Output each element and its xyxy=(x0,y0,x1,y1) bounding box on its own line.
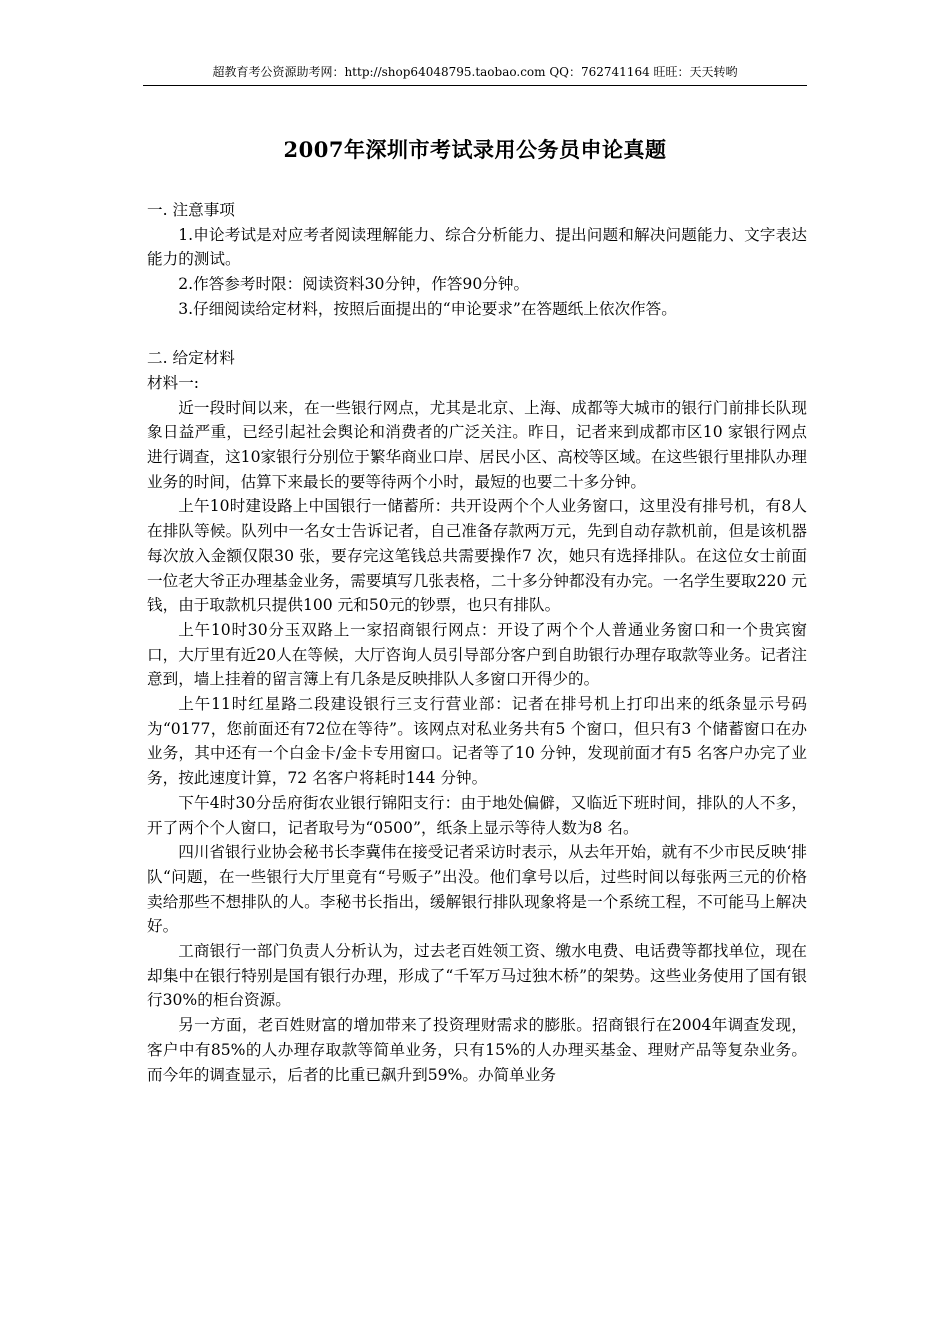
material-paragraph: 工商银行一部门负责人分析认为，过去老百姓领工资、缴水电费、电话费等都找单位，现在却集中在银行特别是国有银行办理，形成了“千军万马过独木桥”的架势。这些业务使用了国有银行30%的柜台资源。 xyxy=(147,942,807,1010)
material-paragraph: 下午4时30分岳府街农业银行锦阳支行：由于地处偏僻，又临近下班时间，排队的人不多，开了两个个人窗口，记者取号为“0500”，纸条上显示等待人数为8 名。 xyxy=(147,793,807,837)
page-title: 2007年深圳市考试录用公务员申论真题 xyxy=(283,137,667,162)
material-label: 材料一: xyxy=(147,373,200,392)
header-divider xyxy=(143,85,807,86)
material-paragraph: 四川省银行业协会秘书长李冀伟在接受记者采访时表示，从去年开始，就有不少市民反映‘排队“问题，在一些银行大厅里竟有“号贩子”出没。他们拿号以后，过些时间以每张两三元的价格卖给那些不想排队的人。李秘书长指出，缓解银行排队现象将是一个系统工程，不可能马上解决好。 xyxy=(147,843,807,936)
material-paragraph: 近一段时间以来，在一些银行网点，尤其是北京、上海、成都等大城市的银行门前排长队现象日益严重，已经引起社会舆论和消费者的广泛关注。昨日，记者来到成都市区10 家银行网点进行调查，这10家银行分别位于繁华商业口岸、居民小区、高校等区域。在这些银行里排队办理业务的时间，估算下来最长的要等待两个小时，最短的也要二十多分钟。 xyxy=(147,398,807,491)
material-paragraph: 上午10时建设路上中国银行一储蓄所：共开设两个个人业务窗口，这里没有排号机，有8人在排队等候。队列中一名女士告诉记者，自己准备存款两万元，先到自动存款机前，但是该机器每次放入金额仅限30 张，要存完这笔钱总共需要操作7 次，她只有选择排队。在这位女士前面一位老大爷正办理基金业务，需要填写几张表格，二十多分钟都没有办完。一名学生要取220 元钱，由于取款机只提供100 元和50元的钞票，也只有排队。 xyxy=(147,497,807,615)
notes-item: 3.仔细阅读给定材料，按照后面提出的“申论要求”在答题纸上依次作答。 xyxy=(178,299,677,318)
material-paragraph: 另一方面，老百姓财富的增加带来了投资理财需求的膨胀。招商银行在2004年调查发现，客户中有85%的人办理存取款等简单业务，只有15%的人办理买基金、理财产品等复杂业务。而今年的调查显示，后者的比重已飙升到59%。办简单业务 xyxy=(147,1016,807,1084)
material-paragraph: 上午10时30分玉双路上一家招商银行网点：开设了两个个人普通业务窗口和一个贵宾窗口，大厅里有近20人在等候，大厅咨询人员引导部分客户到自助银行办理存取款等业务。记者注意到，墙上挂着的留言簿上有几条是反映排队人多窗口开得少的。 xyxy=(147,620,807,689)
notes-item: 2.作答参考时限：阅读资料30分钟，作答90分钟。 xyxy=(178,275,530,294)
section-heading-materials: 二. 给定材料 xyxy=(147,349,235,368)
section-spacer xyxy=(147,322,807,347)
material-paragraph: 上午11时红星路二段建设银行三支行营业部：记者在排号机上打印出来的纸条显示号码为“0177，您前面还有72位在等待”。该网点对私业务共有5 个窗口，但只有3 个储蓄窗口在办业务，其中还有一个白金卡/金卡专用窗口。记者等了10 分钟，发现前面才有5 名客户办完了业务，按此速度计算，72 名客户将耗时144 分钟。 xyxy=(147,695,807,788)
page-header: 超教育考公资源助考网：http://shop64048795.taobao.com QQ：762741164 旺旺：天天转哟 xyxy=(212,65,738,79)
document-body xyxy=(147,198,807,1087)
section-heading-notes: 一. 注意事项 xyxy=(147,201,235,219)
notes-item: 1.申论考试是对应考者阅读理解能力、综合分析能力、提出问题和解决问题能力、文字表达能力的测试。 xyxy=(147,225,807,269)
